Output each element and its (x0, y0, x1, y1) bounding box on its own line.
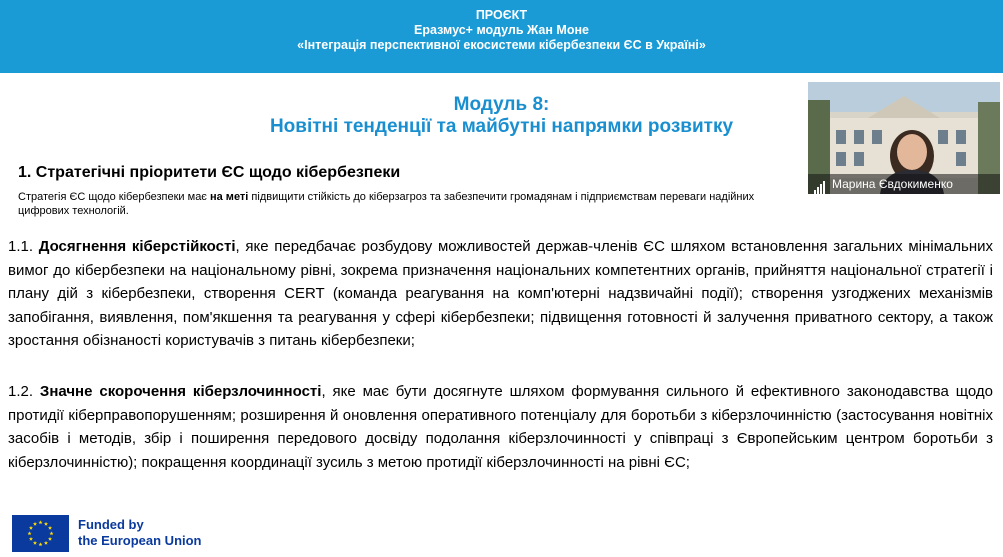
eu-star-icon (29, 526, 33, 530)
funded-line-2: the European Union (78, 533, 202, 548)
subtitle-part-a: Стратегія ЄС щодо кібербезпеки має (18, 191, 210, 203)
banner-line-3: «Інтеграція перспективної екосистеми кібербезпеки ЄС в Україні» (297, 38, 706, 52)
point-2-text: , яке має бути досягнуте шляхом формування сильного й ефективного законодавства щодо протидії кіберправопорушенням; розширення й оновлення оперативного потенціалу для боротьби з кіберзлочинністю (застосування новітніх засобів і методів, збір і поширення передового досвіду подолання кіберзлочинності у співпраці з Європейським центром боротьби з кіберзлочинністю); покращення координації зусиль з метою протидії кіберзлочинності на рівні ЄС; (8, 383, 994, 471)
eu-star-icon (48, 526, 52, 530)
eu-star-icon (33, 522, 37, 526)
participant-name: Марина Євдокименко (832, 177, 953, 191)
eu-flag-icon (12, 515, 69, 552)
module-name: Новітні тенденції та майбутні напрямки розвитку (269, 116, 734, 137)
point-2-heading: Значне скорочення кіберзлочинності (39, 383, 322, 400)
module-number: Модуль 8: (453, 94, 550, 115)
point-1-paragraph (8, 235, 993, 353)
eu-stars (12, 515, 69, 552)
point-1-text: , яке передбачає розбудову можливостей держав-членів ЄС шляхом встановлення загальних мінімальних вимог до кібербезпеки на національному рівні, зокрема призначення національних компетентних органів, прийняття національної стратегії і плану дій з кібербезпеки, створення CERT (команда реагування на комп'ютерні надзвичайні події); створення узгоджених механізмів запобігання, виявлення, пом'якшення та реагування у сфері кібербезпеки; підвищення готовності й залучення приватного сектору, а також зростання обізнаності користувачів з питань кібербезпеки; (8, 238, 993, 350)
funded-by-eu-text (78, 517, 202, 549)
eu-star-icon (49, 531, 53, 535)
eu-star-icon (38, 542, 42, 546)
subtitle-part-b: підвищити стійкість до кіберзагроз та забезпечити громадянам і підприємствам переваги надійних цифрових технологій. (18, 191, 755, 217)
eu-star-icon (27, 531, 31, 535)
point-1-heading: Досягнення кіберстійкості (38, 238, 236, 255)
subtitle-bold: на меті (209, 191, 249, 203)
section-subtitle (18, 190, 808, 218)
point-2-paragraph (8, 380, 993, 474)
banner-line-1: ПРОЄКТ (475, 8, 528, 22)
participant-name-tag (808, 174, 1000, 194)
point-1-number: 1.1. (8, 238, 39, 255)
banner-line-2: Еразмус+ модуль Жан Моне (414, 23, 589, 37)
eu-star-icon (38, 520, 42, 524)
eu-star-icon (29, 537, 33, 541)
eu-star-icon (48, 537, 52, 541)
eu-star-icon (44, 541, 48, 545)
point-2-number: 1.2. (8, 383, 40, 400)
eu-star-icon (33, 541, 37, 545)
section-title: 1. Стратегічні пріоритети ЄС щодо кібербезпеки (18, 164, 401, 181)
signal-bars-icon (814, 175, 826, 195)
project-banner (0, 0, 1003, 73)
eu-star-icon (44, 522, 48, 526)
funded-line-1: Funded by (78, 517, 144, 532)
